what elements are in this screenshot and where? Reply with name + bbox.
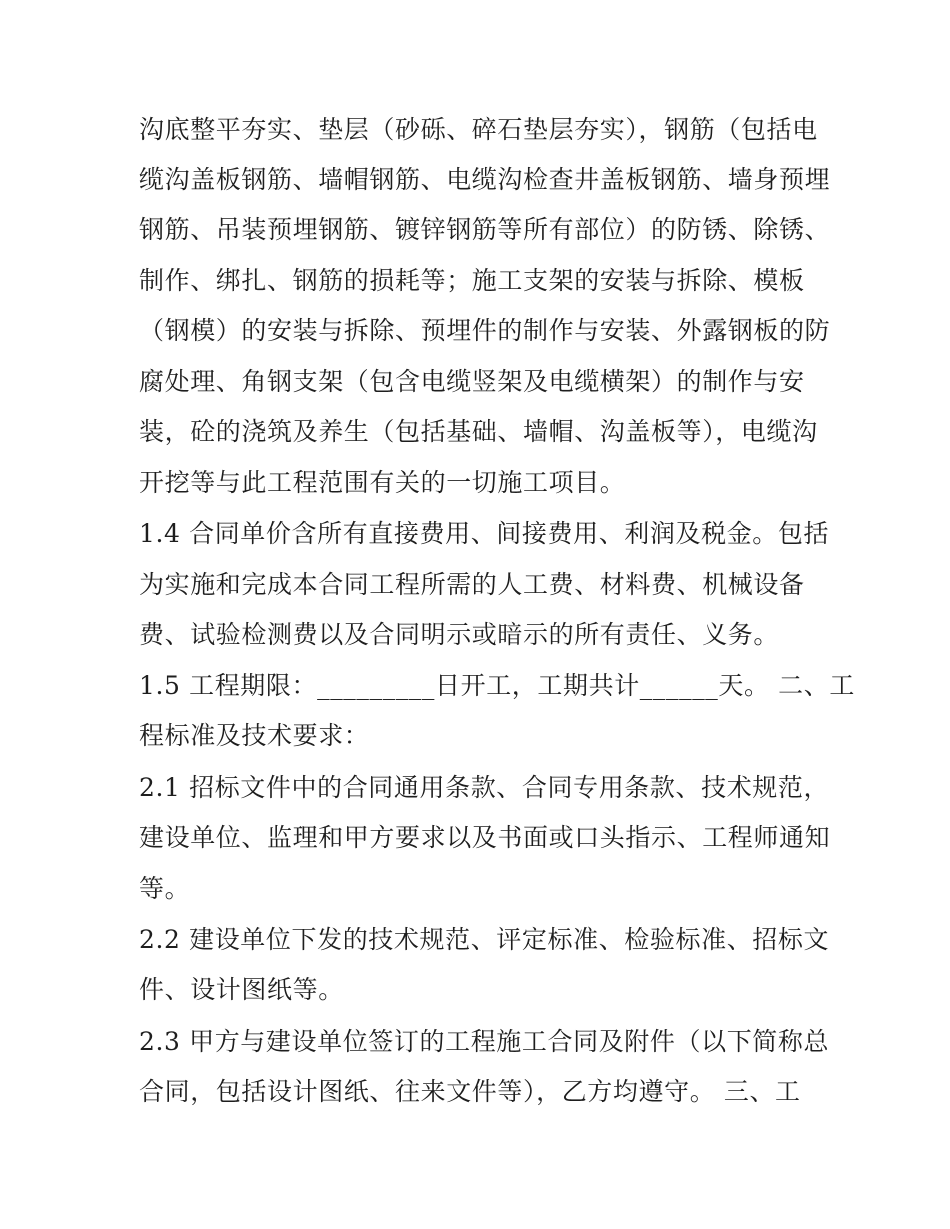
section-2-heading: 程标准及技术要求： — [139, 721, 370, 750]
clause-1-4-line-2: 为实施和完成本合同工程所需的人工费、材料费、机械设备 — [139, 570, 805, 599]
clause-2-1-line-1: 2.1 招标文件中的合同通用条款、合同专用条款、技术规范， — [139, 773, 830, 802]
clause-1-4-line-3: 费、试验检测费以及合同明示或暗示的所有责任、义务。 — [139, 620, 780, 649]
text-line-2: 缆沟盖板钢筋、墙帽钢筋、电缆沟检查井盖板钢筋、墙身预埋 — [139, 165, 831, 194]
clause-2-3-line-1: 2.3 甲方与建设单位签订的工程施工合同及附件（以下简称总 — [139, 1027, 830, 1056]
text-line-1: 沟底整平夯实、垫层（砂砾、碎石垫层夯实），钢筋（包括电 — [139, 115, 818, 144]
clause-2-2-line-2: 件、设计图纸等。 — [139, 975, 344, 1004]
clause-1-4-line-1: 1.4 合同单价含所有直接费用、间接费用、利润及税金。包括 — [139, 519, 830, 548]
clause-2-3-line-2: 合同，包括设计图纸、往来文件等），乙方均遵守。 三、工 — [139, 1077, 801, 1106]
text-line-7: 装，砼的浇筑及养生（包括基础、墙帽、沟盖板等），电缆沟 — [139, 417, 818, 446]
clause-2-1-line-3: 等。 — [139, 874, 191, 903]
text-line-3: 钢筋、吊装预埋钢筋、镀锌钢筋等所有部位）的防锈、除锈、 — [139, 215, 831, 244]
clause-1-5-line-1: 1.5 工程期限：_________日开工，工期共计______天。 二、工 — [139, 671, 855, 700]
clause-2-2-line-1: 2.2 建设单位下发的技术规范、评定标准、检验标准、招标文 — [139, 925, 830, 954]
text-line-4: 制作、绑扎、钢筋的损耗等；施工支架的安装与拆除、模板 — [139, 266, 805, 295]
text-line-6: 腐处理、角钢支架（包含电缆竖架及电缆横架）的制作与安 — [139, 367, 805, 396]
text-line-5: （钢模）的安装与拆除、预埋件的制作与安装、外露钢板的防 — [139, 316, 831, 345]
clause-2-1-line-2: 建设单位、监理和甲方要求以及书面或口头指示、工程师通知 — [139, 823, 831, 852]
text-line-8: 开挖等与此工程范围有关的一切施工项目。 — [139, 468, 626, 497]
